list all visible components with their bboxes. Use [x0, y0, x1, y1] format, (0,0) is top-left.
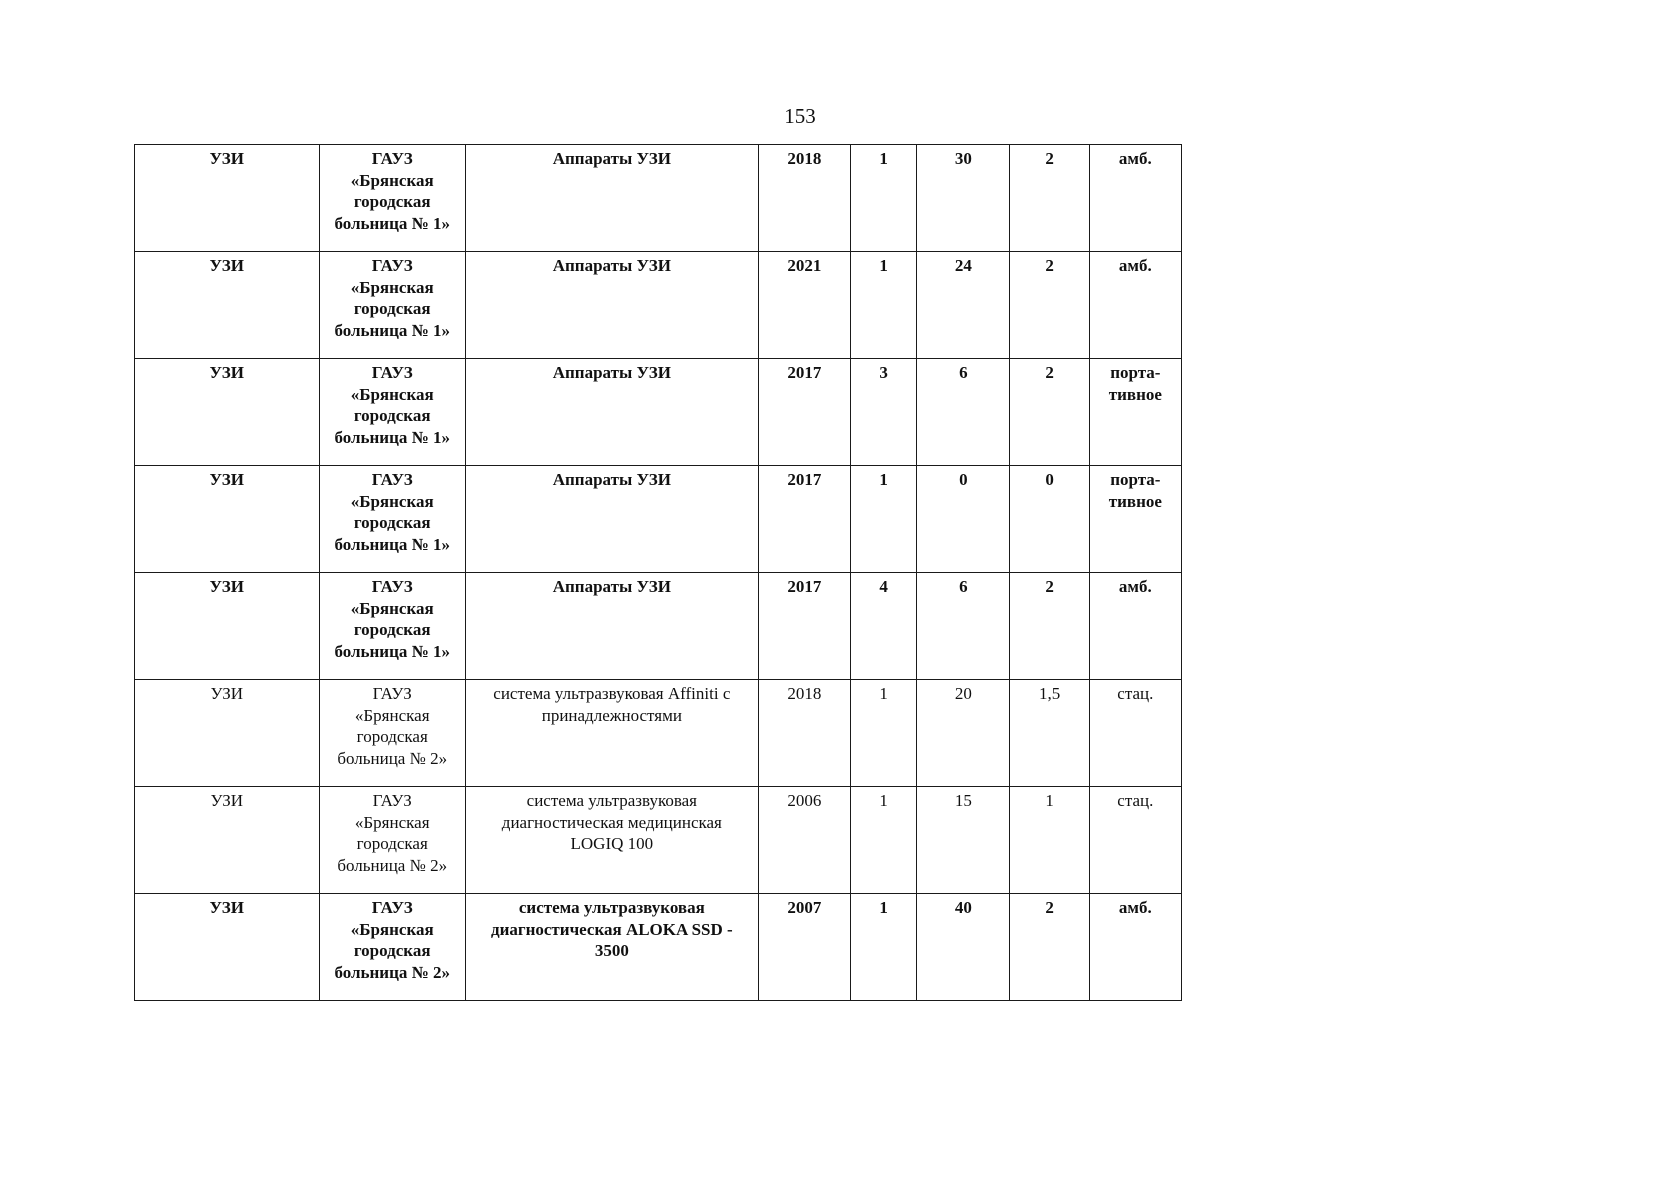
cell-value-7: 2: [1010, 573, 1089, 680]
cell-value-7: 2: [1010, 252, 1089, 359]
cell-year: 2007: [758, 894, 850, 1001]
cell-year: 2017: [758, 466, 850, 573]
cell-count: 1: [851, 252, 917, 359]
cell-year: 2018: [758, 680, 850, 787]
cell-mode: амб.: [1089, 145, 1181, 252]
cell-value-6: 30: [917, 145, 1010, 252]
cell-organization: ГАУЗ «Брянская городская больница № 1»: [319, 359, 465, 466]
table-row: [135, 359, 1182, 466]
cell-mode: стац.: [1089, 680, 1181, 787]
cell-value-6: 0: [917, 466, 1010, 573]
table-row: [135, 894, 1182, 1001]
cell-mode: амб.: [1089, 252, 1181, 359]
cell-organization: ГАУЗ «Брянская городская больница № 1»: [319, 145, 465, 252]
cell-value-6: 6: [917, 359, 1010, 466]
cell-type: УЗИ: [135, 145, 320, 252]
cell-value-6: 6: [917, 573, 1010, 680]
cell-count: 1: [851, 787, 917, 894]
cell-value-6: 40: [917, 894, 1010, 1001]
cell-equipment: Аппараты УЗИ: [465, 466, 758, 573]
cell-equipment: система ультразвуковая Affiniti с принадлежностями: [465, 680, 758, 787]
table-row: [135, 145, 1182, 252]
cell-organization: ГАУЗ «Брянская городская больница № 1»: [319, 573, 465, 680]
table-row: [135, 787, 1182, 894]
cell-type: УЗИ: [135, 787, 320, 894]
cell-organization: ГАУЗ «Брянская городская больница № 1»: [319, 466, 465, 573]
cell-type: УЗИ: [135, 252, 320, 359]
cell-mode: порта- тивное: [1089, 466, 1181, 573]
page-number: 153: [784, 104, 816, 128]
cell-value-7: 2: [1010, 894, 1089, 1001]
table-row: [135, 573, 1182, 680]
table-row: [135, 466, 1182, 573]
cell-value-7: 1,5: [1010, 680, 1089, 787]
cell-value-7: 2: [1010, 359, 1089, 466]
cell-year: 2017: [758, 359, 850, 466]
cell-mode: амб.: [1089, 573, 1181, 680]
cell-value-7: 0: [1010, 466, 1089, 573]
cell-count: 1: [851, 466, 917, 573]
cell-count: 3: [851, 359, 917, 466]
cell-value-7: 1: [1010, 787, 1089, 894]
cell-year: 2017: [758, 573, 850, 680]
cell-type: УЗИ: [135, 466, 320, 573]
table-row: [135, 252, 1182, 359]
cell-equipment: Аппараты УЗИ: [465, 252, 758, 359]
cell-value-6: 15: [917, 787, 1010, 894]
cell-value-7: 2: [1010, 145, 1089, 252]
cell-type: УЗИ: [135, 680, 320, 787]
cell-equipment: Аппараты УЗИ: [465, 145, 758, 252]
cell-equipment: система ультразвуковая диагностическая ALOKA SSD - 3500: [465, 894, 758, 1001]
cell-equipment: Аппараты УЗИ: [465, 573, 758, 680]
cell-organization: ГАУЗ «Брянская городская больница № 1»: [319, 252, 465, 359]
cell-organization: ГАУЗ «Брянская городская больница № 2»: [319, 894, 465, 1001]
cell-count: 1: [851, 894, 917, 1001]
cell-mode: амб.: [1089, 894, 1181, 1001]
cell-year: 2006: [758, 787, 850, 894]
cell-count: 4: [851, 573, 917, 680]
table-row: [135, 680, 1182, 787]
cell-mode: порта- тивное: [1089, 359, 1181, 466]
cell-year: 2018: [758, 145, 850, 252]
cell-equipment: Аппараты УЗИ: [465, 359, 758, 466]
cell-count: 1: [851, 680, 917, 787]
cell-count: 1: [851, 145, 917, 252]
cell-organization: ГАУЗ «Брянская городская больница № 2»: [319, 787, 465, 894]
cell-organization: ГАУЗ «Брянская городская больница № 2»: [319, 680, 465, 787]
cell-equipment: система ультразвуковая диагностическая медицинская LOGIQ 100: [465, 787, 758, 894]
cell-value-6: 20: [917, 680, 1010, 787]
cell-type: УЗИ: [135, 573, 320, 680]
table-body: [135, 145, 1182, 1001]
cell-value-6: 24: [917, 252, 1010, 359]
cell-type: УЗИ: [135, 894, 320, 1001]
cell-year: 2021: [758, 252, 850, 359]
cell-mode: стац.: [1089, 787, 1181, 894]
cell-type: УЗИ: [135, 359, 320, 466]
equipment-table: [134, 144, 1182, 1001]
